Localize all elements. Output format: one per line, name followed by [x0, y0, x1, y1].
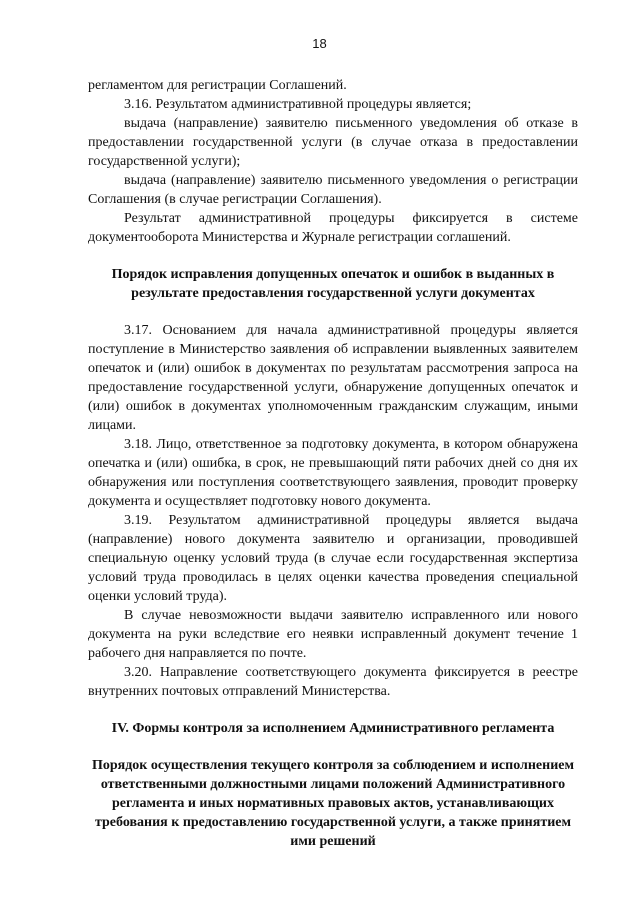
- section-heading-corrections: Порядок исправления допущенных опечаток и ошибок в выданных в результате предоставления государственной услуги документах: [111, 267, 555, 301]
- section-heading-control: Порядок осуществления текущего контроля за соблюдением и исполнением ответственными должностными лицами положений Административного регламента и иных нормативных правовых актов, устанавливающих требования к предоставлению государственной услуги, а также принятием ими решений: [91, 758, 575, 849]
- paragraph-3-16: 3.16. Результатом административной процедуры является;: [124, 97, 472, 112]
- paragraph-3-18: 3.18. Лицо, ответственное за подготовку документа, в котором обнаружена опечатка и (или) ошибка, в срок, не превышающий пяти рабочих дней со дня их обнаружения или поступления соответствующего заявления, проводит проверку документа и осуществляет подготовку нового документа.: [88, 437, 578, 509]
- paragraph-registration-notice: выдача (направление) заявителю письменного уведомления о регистрации Соглашения (в случае регистрации Соглашения).: [88, 173, 578, 207]
- paragraph-result-recording: Результат административной процедуры фиксируется в системе документооборота Министерства и Журнале регистрации соглашений.: [88, 211, 578, 245]
- paragraph-refusal-notice: выдача (направление) заявителю письменного уведомления об отказе в предоставлении государственной услуги (в случае отказа в предоставлении государственной услуги);: [88, 116, 578, 169]
- document-body: [88, 76, 578, 851]
- paragraph-continuation: регламентом для регистрации Соглашений.: [88, 78, 347, 93]
- paragraph-3-19: 3.19. Результатом административной процедуры является выдача (направление) нового документа заявителю и организации, проводившей специальную оценку условий труда (в случае если государственная экспертиза условий труда проводилась в целях оценки качества проведения специальной оценки условий труда).: [88, 513, 578, 604]
- page-number: 18: [312, 36, 327, 51]
- paragraph-3-17: 3.17. Основанием для начала административной процедуры является поступление в Министерство заявления об исправлении выявленных заявителем опечаток и (или) ошибок в документах по результатам рассмотрения запроса на предоставление государственной услуги, обнаружение допущенных опечаток и (или) ошибок в документах уполномоченным гражданским служащим, иными лицами.: [88, 323, 578, 433]
- paragraph-3-20: 3.20. Направление соответствующего документа фиксируется в реестре внутренних почтовых отправлений Министерства.: [88, 665, 578, 699]
- chapter-heading-iv: IV. Формы контроля за исполнением Административного регламента: [111, 721, 555, 736]
- paragraph-impossibility: В случае невозможности выдачи заявителю исправленного или нового документа на руки вследствие его неявки исправленный документ течение 1 рабочего дня направляется по почте.: [88, 608, 578, 661]
